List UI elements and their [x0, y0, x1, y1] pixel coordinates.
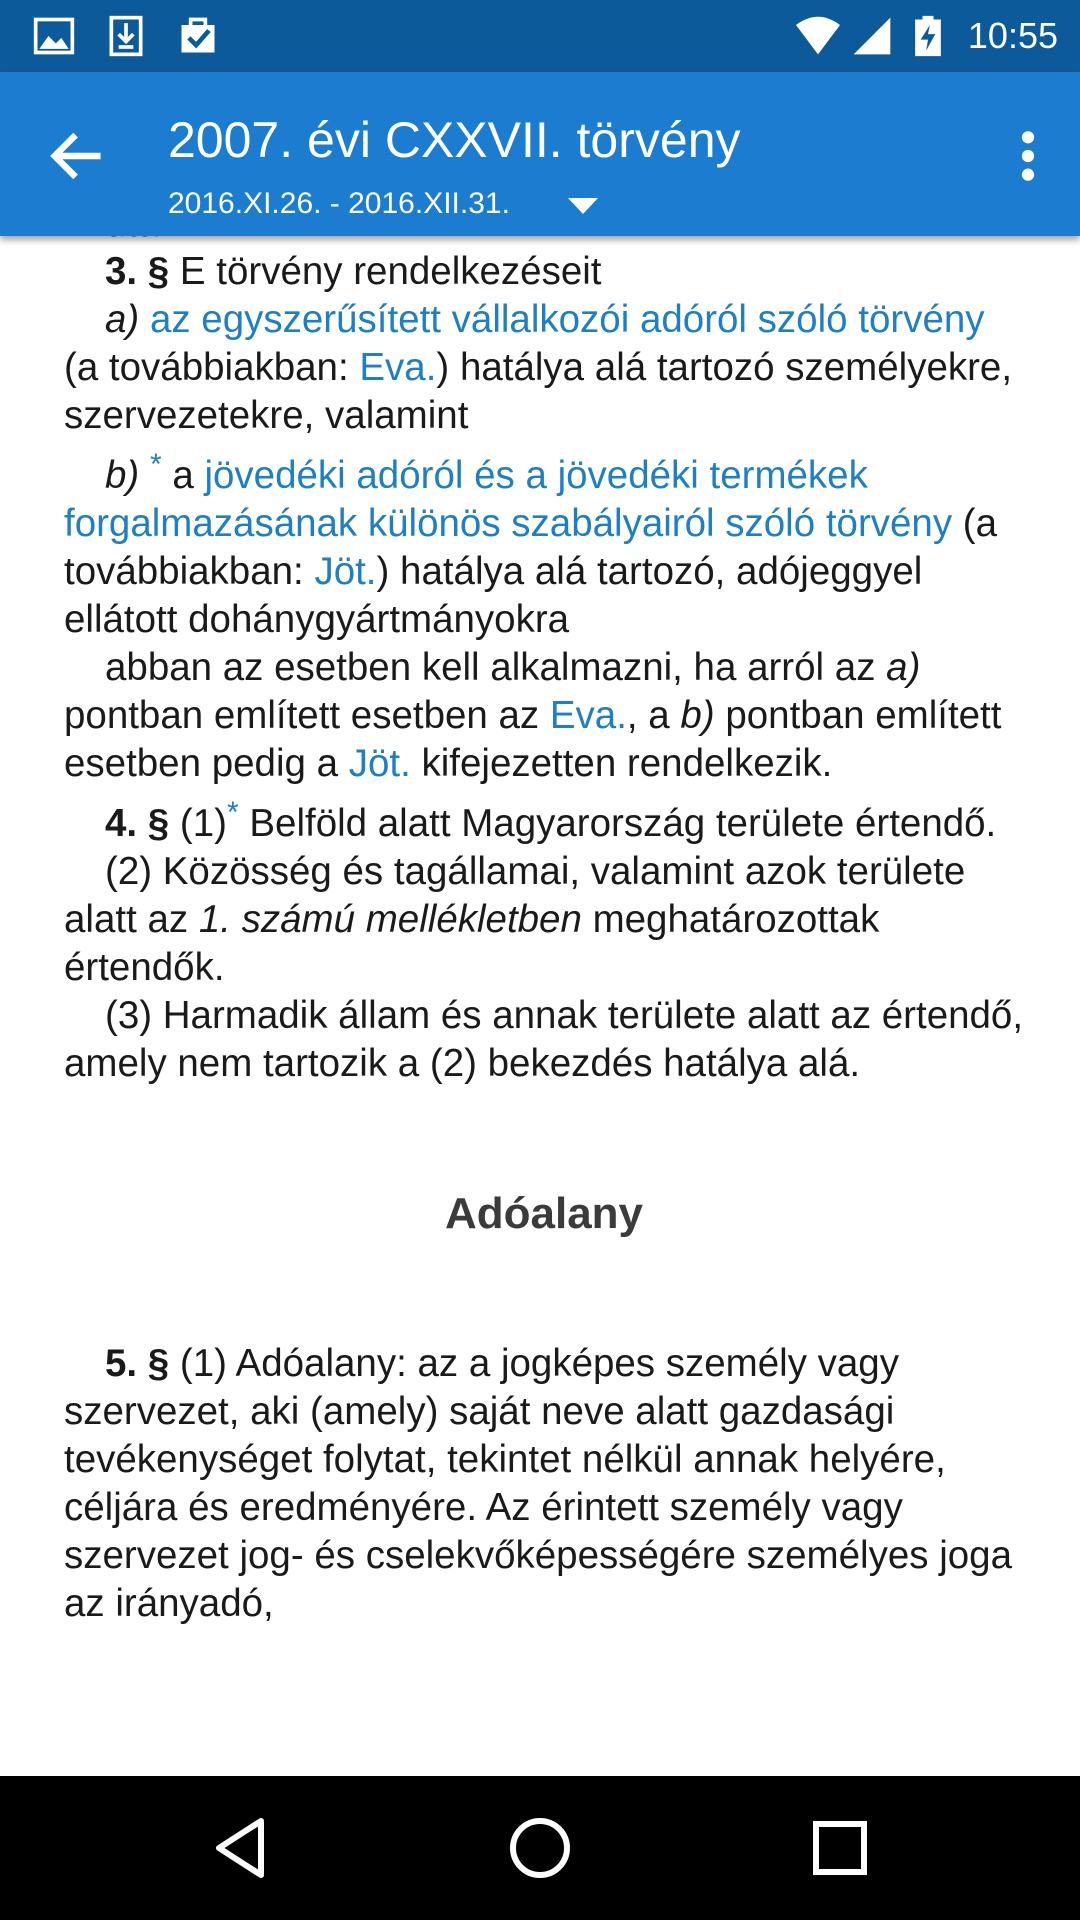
navigation-bar [0, 1776, 1080, 1920]
recents-square-icon[interactable] [804, 1812, 876, 1884]
law-text [64, 200, 1024, 1628]
clock: 10:55 [967, 15, 1058, 56]
section-heading: Adóalany [444, 1189, 644, 1238]
home-circle-icon[interactable] [504, 1812, 576, 1884]
page-title: 2007. évi CXXVII. törvény [168, 112, 741, 168]
section-3-closing: abban az esetben kell alkalmazni, ha arról az a) pontban említett esetben az Eva., a b) pontban említett esetben pedig a Jöt. kifejezetten rendelkezik. [64, 646, 1002, 785]
law-text-view[interactable] [0, 236, 1080, 1776]
back-triangle-icon[interactable] [204, 1812, 276, 1884]
app-bar [0, 72, 1080, 236]
arrow-drop-down-icon [568, 194, 598, 216]
section-3-point-a: a) az egyszerűsített vállalkozói adóról szóló törvény (a továbbiakban: Eva.) hatálya alá tartozó személyekre, szervezetekre, valamint [64, 298, 1013, 437]
image-icon [32, 14, 76, 58]
clipboard-check-icon [176, 14, 220, 58]
version-dropdown[interactable] [168, 184, 510, 224]
section-number: 5. § [105, 1342, 170, 1385]
jot-abbr-link-2[interactable]: Jöt. [348, 742, 411, 785]
download-icon [104, 14, 148, 58]
section-5-para-1: 5. § (1) Adóalany: az a jogképes személy vagy szervezet, aki (amely) saját neve alatt gazdasági tevékenységet folytat, tekintet nélkül annak helyére, céljára és eredményére. Az érintett személy vagy szervezet jog- és cselekvőképességére személyes joga az irányadó, [64, 1342, 1012, 1625]
jot-law-link[interactable]: jövedéki adóról és a jövedéki termékek forgalmazásának különös szabályairól szóló törvény [64, 454, 953, 545]
jot-abbr-link[interactable]: Jöt. [314, 550, 377, 593]
version-date-range: 2016.XI.26. - 2016.XII.31. [168, 187, 510, 220]
eva-law-link[interactable]: az egyszerűsített vállalkozói adóról szóló törvény [149, 298, 985, 341]
amendment-marker[interactable]: * [226, 796, 239, 830]
section-number: 4. § [105, 802, 170, 845]
more-vert-icon[interactable] [996, 124, 1060, 188]
eva-abbr-link-2[interactable]: Eva. [549, 694, 627, 737]
eva-abbr-link[interactable]: Eva. [359, 346, 437, 389]
battery-charging-icon [912, 14, 944, 58]
section-3-point-b: b) * a jövedéki adóról és a jövedéki termékek forgalmazásának különös szabályairól szóló törvény (a továbbiakban: Jöt.) hatálya alá tartozó, adójeggyel ellátott dohánygyártmányokra [64, 448, 998, 641]
section-3-intro: 3. § E törvény rendelkezéseit [105, 250, 602, 293]
status-bar [0, 0, 1080, 72]
section-4-para-3: (3) Harmadik állam és annak területe alatt az értendő, amely nem tartozik a (2) bekezdés hatálya alá. [64, 994, 1024, 1085]
arrow-back-icon[interactable] [44, 124, 108, 188]
section-4-para-1: 4. § (1)* Belföld alatt Magyarország területe értendő. [105, 796, 997, 845]
wifi-icon [792, 14, 844, 58]
signal-icon [850, 14, 894, 58]
section-number: 3. § [105, 250, 170, 293]
amendment-marker[interactable]: * [149, 448, 162, 482]
section-4-para-2: (2) Közösség és tagállamai, valamint azok területe alatt az 1. számú mellékletben meghatározottak értendők. [64, 850, 966, 989]
